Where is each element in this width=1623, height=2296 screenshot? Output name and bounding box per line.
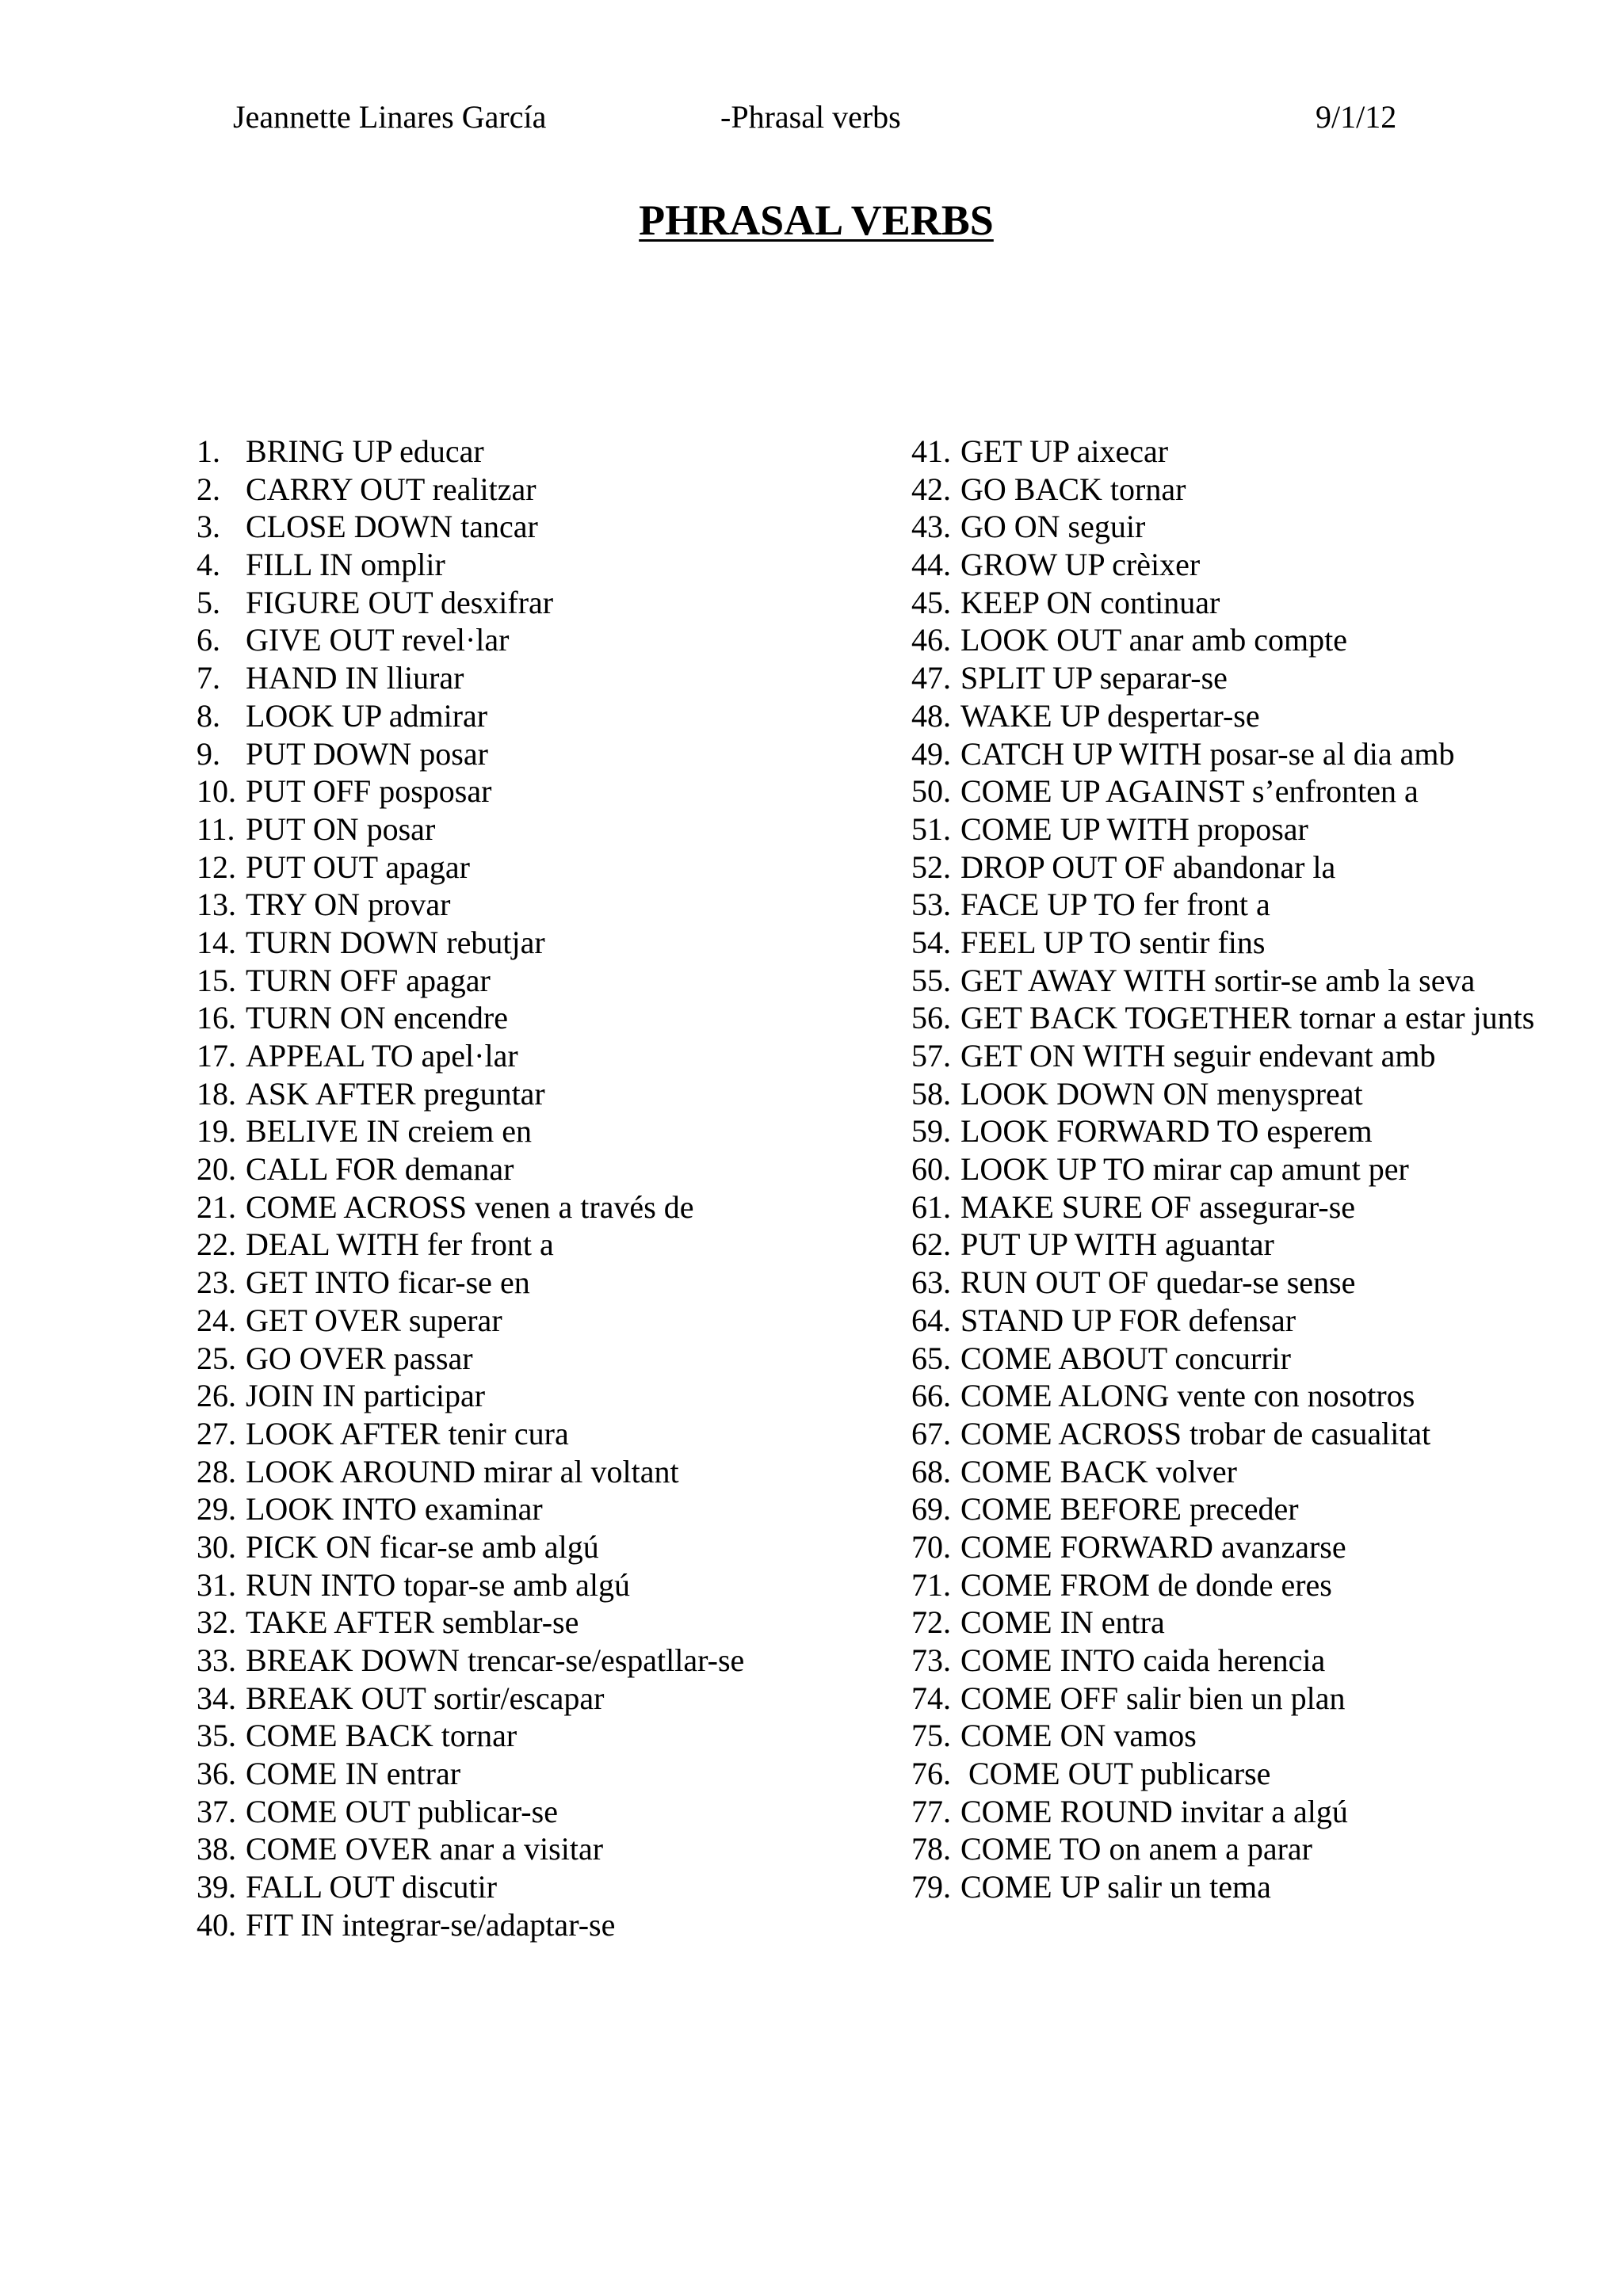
list-item [197,1566,894,1604]
list-item-text: GO OVER passar [246,1340,473,1376]
list-item-text: MAKE SURE OF assegurar-se [960,1188,1356,1225]
list-item [911,1377,1609,1415]
list-item-number: 73. [911,1642,951,1678]
list-item [911,471,1609,509]
list-item [911,1604,1609,1642]
header-date: 9/1/12 [1316,99,1397,135]
list-item-text: CARRY OUT realitzar [246,471,537,507]
list-item-text: BREAK DOWN trencar-se/espatllar-se [246,1642,745,1678]
list-item [911,1037,1609,1075]
list-item-number: 17. [197,1038,236,1074]
header-author: Jeannette Linares García [233,99,547,135]
list-item-number: 62. [911,1226,951,1263]
list-item [911,1075,1609,1113]
list-item [197,584,894,622]
phrasal-verb-list-left [197,433,894,1944]
list-item-text: TURN DOWN rebutjar [246,924,545,960]
list-item [911,1226,1609,1264]
list-item [911,697,1609,735]
list-item-number: 3. [197,509,220,545]
list-item-text: TURN OFF apagar [246,962,491,998]
list-item-number: 55. [911,962,951,998]
list-item [197,1415,894,1453]
list-item [197,1604,894,1642]
list-item-text: COME OFF salir bien un plan [960,1680,1346,1716]
list-item [197,1680,894,1718]
list-item-text: CLOSE DOWN tancar [246,509,538,545]
list-item-text: RUN OUT OF quedar-se sense [960,1264,1356,1301]
list-item [197,924,894,962]
list-item-number: 75. [911,1718,951,1754]
list-item [197,433,894,471]
list-item-number: 46. [911,622,951,658]
list-item-number: 41. [911,433,951,469]
list-item [197,735,894,773]
list-item [197,1906,894,1944]
list-item-number: 76. [911,1756,951,1792]
list-item [197,697,894,735]
list-item [197,508,894,546]
list-item [197,962,894,1000]
list-item-number: 30. [197,1528,236,1565]
list-item-text: JOIN IN participar [246,1378,486,1414]
list-item-number: 27. [197,1415,236,1451]
list-item [911,886,1609,924]
list-item-number: 54. [911,924,951,960]
list-item-number: 15. [197,962,236,998]
list-item-number: 77. [911,1793,951,1829]
list-item-number: 70. [911,1528,951,1565]
list-item-text: COME UP salir un tema [960,1869,1271,1905]
list-item [197,1717,894,1755]
list-item [197,1793,894,1831]
list-item-number: 43. [911,509,951,545]
list-item-text: APPEAL TO apel·lar [246,1038,518,1074]
list-item-number: 68. [911,1453,951,1489]
list-item [197,471,894,509]
list-item [197,999,894,1037]
list-item-number: 12. [197,849,236,885]
list-item-number: 63. [911,1264,951,1301]
list-item-number: 20. [197,1151,236,1188]
list-item-text: COME ACROSS trobar de casualitat [960,1415,1431,1451]
list-item-text: COME BACK volver [960,1453,1237,1489]
list-item-text: COME ON vamos [960,1718,1197,1754]
list-item-text: FEEL UP TO sentir fins [960,924,1266,960]
list-item [911,735,1609,773]
list-item-number: 28. [197,1453,236,1489]
list-item [197,1490,894,1528]
list-item-number: 58. [911,1075,951,1112]
list-item [911,1642,1609,1680]
list-item [197,1302,894,1340]
list-item-number: 24. [197,1302,236,1338]
list-item-text: GET AWAY WITH sortir-se amb la seva [960,962,1476,998]
list-item-text: HAND IN lliurar [246,660,464,696]
list-item [911,1453,1609,1491]
list-item-text: TURN ON encendre [246,1000,508,1036]
list-item-number: 25. [197,1340,236,1376]
list-item-number: 57. [911,1038,951,1074]
list-item-text: LOOK INTO examinar [246,1491,543,1527]
list-item [197,1528,894,1566]
list-item-number: 16. [197,1000,236,1036]
list-item-text: PUT ON posar [246,810,436,847]
list-item-text: PUT DOWN posar [246,735,488,772]
list-item-text: KEEP ON continuar [960,584,1220,620]
list-item-text: LOOK DOWN ON menyspreat [960,1075,1363,1112]
list-item-number: 78. [911,1831,951,1867]
list-item [197,621,894,659]
header-subject: -Phrasal verbs [720,99,901,135]
list-item-number: 61. [911,1188,951,1225]
list-item-text: DEAL WITH fer front a [246,1226,554,1263]
list-item-text: FIT IN integrar-se/adaptar-se [246,1906,616,1943]
list-item-number: 40. [197,1906,236,1943]
list-item [197,1037,894,1075]
list-item [911,546,1609,584]
list-item-text: DROP OUT OF abandonar la [960,849,1336,885]
list-item-number: 18. [197,1075,236,1112]
list-item-text: COME IN entra [960,1604,1165,1641]
list-item [911,772,1609,810]
list-item [911,1150,1609,1188]
list-item [197,546,894,584]
list-item [197,659,894,697]
list-item-number: 8. [197,697,220,734]
list-item-text: GET UP aixecar [960,433,1169,469]
list-item-text: COME ROUND invitar a algú [960,1793,1348,1829]
list-item [197,1340,894,1378]
list-item-text: TRY ON provar [246,887,451,923]
list-item-number: 79. [911,1869,951,1905]
list-item-number: 47. [911,660,951,696]
list-item-number: 36. [197,1756,236,1792]
list-item [911,1528,1609,1566]
list-item-number: 1. [197,433,220,469]
list-item-text: PUT OFF posposar [246,773,492,810]
list-item-text: COME FORWARD avanzarse [960,1528,1346,1565]
list-item-text: TAKE AFTER semblar-se [246,1604,579,1641]
list-item-text: LOOK FORWARD TO esperem [960,1113,1373,1150]
list-item-text: FACE UP TO fer front a [960,887,1270,923]
list-item-text: COME OVER anar a visitar [246,1831,604,1867]
list-item-text: GET BACK TOGETHER tornar a estar junts [960,1000,1535,1036]
list-item-number: 52. [911,849,951,885]
list-item [197,1868,894,1906]
list-item [911,1302,1609,1340]
list-item-text: LOOK OUT anar amb compte [960,622,1348,658]
list-item-text: PUT UP WITH aguantar [960,1226,1274,1263]
list-item-text: SPLIT UP separar-se [960,660,1228,696]
list-item [911,1264,1609,1302]
list-item-number: 71. [911,1566,951,1603]
list-item-text: FILL IN omplir [246,547,445,583]
list-item [197,1755,894,1793]
list-item-number: 38. [197,1831,236,1867]
list-item-text: COME BEFORE preceder [960,1491,1299,1527]
list-item-text: GET OVER superar [246,1302,502,1338]
list-item [911,849,1609,887]
list-item-number: 11. [197,810,235,847]
list-item-text: COME IN entrar [246,1756,461,1792]
list-item-text: WAKE UP despertar-se [960,697,1260,734]
list-item-number: 64. [911,1302,951,1338]
list-item [197,1188,894,1226]
list-item-number: 56. [911,1000,951,1036]
list-item-number: 65. [911,1340,951,1376]
list-item [911,1830,1609,1868]
list-item-number: 13. [197,887,236,923]
list-item-text: COME FROM de donde eres [960,1566,1332,1603]
list-item-text: LOOK UP TO mirar cap amunt per [960,1151,1409,1188]
list-item-number: 39. [197,1869,236,1905]
list-item-text: COME UP AGAINST s’enfronten a [960,773,1419,810]
list-item [911,433,1609,471]
list-item-text: COME ALONG vente con nosotros [960,1378,1415,1414]
list-item-number: 45. [911,584,951,620]
list-item-number: 53. [911,887,951,923]
list-item-text: COME UP WITH proposar [960,810,1308,847]
list-item-text: GIVE OUT revel·lar [246,622,510,658]
list-item [197,810,894,849]
phrasal-verb-list-right [911,433,1609,1906]
list-item-text: LOOK AROUND mirar al voltant [246,1453,679,1489]
list-item-text: GET INTO ficar-se en [246,1264,530,1301]
list-item [911,1680,1609,1718]
list-item-text: LOOK AFTER tenir cura [246,1415,569,1451]
list-item-text: GO ON seguir [960,509,1146,545]
list-item-text: FALL OUT discutir [246,1869,498,1905]
list-item [911,508,1609,546]
list-item-text: PUT OUT apagar [246,849,470,885]
list-item [197,1075,894,1113]
list-item [197,1453,894,1491]
list-item [197,1642,894,1680]
list-item-number: 48. [911,697,951,734]
list-item-text: CALL FOR demanar [246,1151,514,1188]
list-item-number: 4. [197,547,220,583]
list-item [911,1188,1609,1226]
list-item [911,1112,1609,1150]
list-item [911,1868,1609,1906]
list-item-number: 31. [197,1566,236,1603]
list-item [197,1377,894,1415]
list-item-text: STAND UP FOR defensar [960,1302,1296,1338]
list-item-number: 49. [911,735,951,772]
list-item-number: 72. [911,1604,951,1641]
list-item [911,1340,1609,1378]
list-item-number: 74. [911,1680,951,1716]
list-item [197,849,894,887]
list-item-text: PICK ON ficar-se amb algú [246,1528,599,1565]
list-item-number: 35. [197,1718,236,1754]
list-item-number: 66. [911,1378,951,1414]
list-item-number: 5. [197,584,220,620]
list-item [197,772,894,810]
list-item-number: 60. [911,1151,951,1188]
list-item-number: 10. [197,773,236,810]
list-item-text: LOOK UP admirar [246,697,488,734]
list-item-text: COME OUT publicar-se [246,1793,558,1829]
list-item-text: BREAK OUT sortir/escapar [246,1680,605,1716]
list-item [197,1226,894,1264]
list-item-number: 22. [197,1226,236,1263]
list-item-number: 59. [911,1113,951,1150]
list-item-text: GO BACK tornar [960,471,1186,507]
list-item-number: 29. [197,1491,236,1527]
list-item-number: 69. [911,1491,951,1527]
list-item [911,999,1609,1037]
list-item [197,1264,894,1302]
list-item-text: RUN INTO topar-se amb algú [246,1566,631,1603]
list-item [911,924,1609,962]
list-item-text: COME ABOUT concurrir [960,1340,1291,1376]
list-item-number: 44. [911,547,951,583]
list-item-number: 7. [197,660,220,696]
list-item [197,1830,894,1868]
list-item-text: COME INTO caida herencia [960,1642,1326,1678]
list-item-number: 33. [197,1642,236,1678]
list-item-number: 37. [197,1793,236,1829]
list-item-number: 34. [197,1680,236,1716]
list-item [911,1490,1609,1528]
page-title: PHRASAL VERBS [639,196,994,244]
list-item [911,1566,1609,1604]
list-item-text: COME BACK tornar [246,1718,517,1754]
list-item-text: GET ON WITH seguir endevant amb [960,1038,1436,1074]
list-item [911,1793,1609,1831]
list-item-number: 6. [197,622,220,658]
list-item-number: 21. [197,1188,236,1225]
list-item [197,1150,894,1188]
list-item-text: COME TO on anem a parar [960,1831,1312,1867]
list-item [911,1755,1609,1793]
list-item [197,1112,894,1150]
list-item-text: FIGURE OUT desxifrar [246,584,554,620]
list-item-number: 51. [911,810,951,847]
list-item-text: COME ACROSS venen a través de [246,1188,694,1225]
list-item-number: 26. [197,1378,236,1414]
list-item-text: CATCH UP WITH posar-se al dia amb [960,735,1455,772]
list-item-text: ASK AFTER preguntar [246,1075,545,1112]
list-item [197,886,894,924]
list-item [911,810,1609,849]
list-item-number: 2. [197,471,220,507]
list-item [911,1415,1609,1453]
list-item-number: 9. [197,735,220,772]
list-item-text: GROW UP crèixer [960,547,1201,583]
list-item-number: 67. [911,1415,951,1451]
list-item-number: 32. [197,1604,236,1641]
list-item [911,659,1609,697]
list-item [911,962,1609,1000]
list-item-text: BRING UP educar [246,433,484,469]
list-item-number: 42. [911,471,951,507]
list-item [911,621,1609,659]
list-item-number: 23. [197,1264,236,1301]
list-item-text: COME OUT publicarse [960,1756,1271,1792]
list-item-number: 50. [911,773,951,810]
list-item-text: BELIVE IN creiem en [246,1113,532,1150]
list-item-number: 14. [197,924,236,960]
list-item [911,584,1609,622]
list-item-number: 19. [197,1113,236,1150]
list-item [911,1717,1609,1755]
